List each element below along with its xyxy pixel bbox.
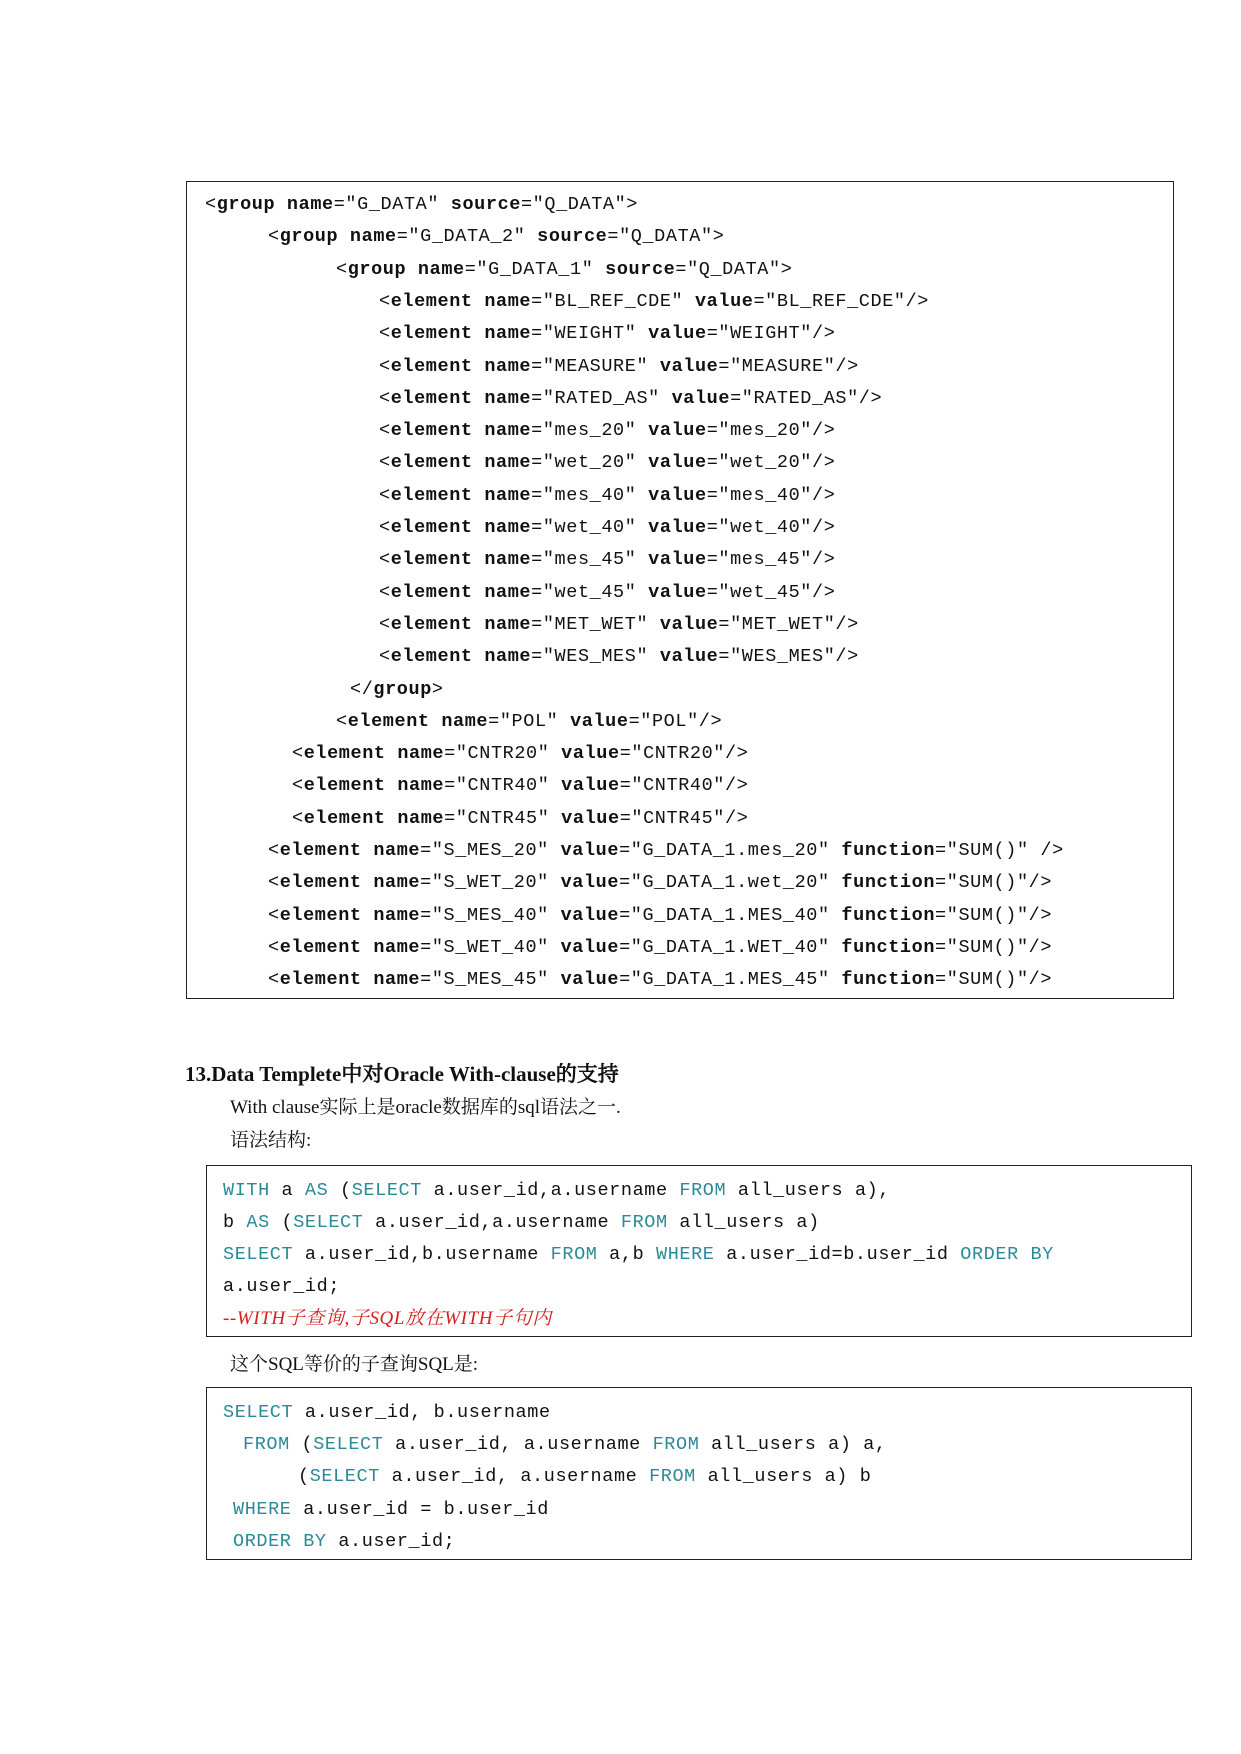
code-token: all_users a),: [726, 1180, 891, 1201]
code-token: function: [841, 840, 936, 861]
intro-text: With clause实际上是oracle数据库的sql语法之一.: [230, 1097, 621, 1118]
code-token: element: [279, 904, 362, 926]
code-token: value: [648, 420, 707, 442]
code-token: <: [379, 452, 391, 474]
code-token: a.user_id,b.username: [293, 1244, 551, 1265]
code-line: [379, 291, 929, 313]
code-token: value: [648, 323, 707, 345]
code-token: name: [397, 743, 445, 765]
code-token: element: [279, 969, 362, 991]
code-token: name: [484, 613, 532, 635]
code-token: function: [841, 969, 936, 991]
code-token: group: [373, 678, 432, 700]
code-token: a.user_id, a.username: [383, 1434, 653, 1456]
code-token: element: [303, 775, 386, 797]
code-line: [379, 356, 859, 378]
code-token: ="S_WET_40": [420, 936, 561, 958]
code-token: element: [390, 323, 473, 345]
code-token: <: [379, 613, 391, 635]
code-token: [473, 323, 485, 344]
code-token: <: [292, 743, 304, 765]
code-token: <: [268, 936, 280, 958]
code-token: value: [561, 807, 620, 829]
code-token: name: [484, 387, 532, 409]
code-token: a.user_id, b.username: [293, 1402, 551, 1423]
code-token: value: [659, 355, 719, 377]
code-token: value: [694, 290, 754, 312]
code-token: [473, 549, 485, 570]
code-token: ="POL"/>: [628, 710, 723, 732]
code-token: ="WES_MES"/>: [718, 646, 859, 668]
code-token: element: [390, 355, 473, 377]
code-line: [268, 226, 724, 248]
code-line: [268, 937, 1052, 959]
code-token: group: [279, 226, 339, 248]
code-token: a,b: [597, 1244, 656, 1265]
code-token: value: [648, 452, 707, 474]
code-token: [386, 808, 398, 829]
code-token: name: [373, 969, 421, 991]
code-token: ="BL_REF_CDE"/>: [753, 290, 930, 312]
code-token: ORDER BY: [960, 1244, 1054, 1265]
code-token: value: [648, 581, 707, 603]
code-token: value: [560, 872, 620, 894]
code-token: a.user_id,a.username: [421, 1180, 680, 1201]
code-token: <: [379, 549, 391, 571]
code-token: ="WES_MES": [531, 646, 660, 668]
code-token: ="G_DATA_1": [464, 258, 606, 280]
code-token: ="WEIGHT"/>: [706, 323, 836, 345]
code-token: b: [223, 1212, 247, 1233]
code-token: name: [484, 549, 532, 571]
code-token: [362, 969, 374, 990]
code-token: ="G_DATA_2": [396, 226, 538, 248]
code-token: WHERE: [656, 1244, 715, 1265]
code-token: [338, 226, 350, 247]
code-token: ="wet_40": [531, 517, 649, 538]
code-token: ="mes_45": [531, 549, 649, 571]
code-token: name: [484, 517, 532, 538]
code-token: ="CNTR20": [444, 743, 562, 765]
code-token: ="wet_20": [531, 452, 649, 474]
code-token: [473, 614, 485, 635]
code-token: <: [292, 775, 304, 797]
code-token: <: [268, 226, 280, 248]
code-token: <: [379, 646, 391, 668]
code-line: [336, 711, 722, 733]
code-line: [292, 775, 748, 797]
code-token: [473, 646, 485, 667]
code-line: [223, 1308, 552, 1331]
code-token: (: [328, 1180, 352, 1201]
code-token: SELECT: [309, 1466, 380, 1488]
code-line: [205, 194, 638, 216]
code-token: ="Q_DATA">: [675, 258, 793, 280]
code-token: [430, 711, 442, 732]
code-token: a.user_id = b.user_id: [291, 1498, 549, 1520]
code-token: ="RATED_AS": [531, 387, 672, 409]
code-token: function: [841, 872, 936, 894]
code-token: function: [841, 936, 936, 958]
code-token: FROM: [652, 1434, 700, 1456]
code-token: <: [205, 194, 217, 215]
syntax-label: 语法结构:: [230, 1130, 312, 1151]
subquery-sql-block: [206, 1387, 1192, 1560]
code-token: element: [390, 452, 473, 474]
code-line: [292, 743, 748, 765]
code-line: [379, 614, 859, 636]
code-token: source: [537, 226, 608, 248]
code-token: ="MET_WET": [531, 613, 660, 635]
code-token: [275, 194, 287, 215]
code-token: </: [350, 678, 374, 700]
code-token: <: [379, 484, 391, 506]
code-token: ="SUM()"/>: [935, 936, 1053, 958]
code-token: a.user_id, a.username: [379, 1466, 650, 1488]
code-token: ="SUM()"/>: [935, 872, 1053, 894]
code-token: FROM: [649, 1466, 696, 1488]
code-token: element: [390, 484, 473, 506]
xml-code-block: [186, 181, 1174, 999]
code-token: ="G_DATA_1.WET_40": [619, 936, 842, 958]
code-token: ORDER BY: [233, 1530, 327, 1552]
code-token: (: [289, 1434, 314, 1456]
code-token: name: [373, 840, 421, 861]
code-token: element: [279, 840, 362, 861]
code-line: [223, 1212, 820, 1234]
code-token: ="CNTR40"/>: [619, 775, 749, 797]
code-token: <: [379, 355, 391, 377]
code-token: group: [347, 258, 407, 280]
code-token: name: [349, 226, 397, 248]
code-line: [379, 549, 835, 571]
code-token: function: [841, 904, 936, 926]
code-token: ="G_DATA_1.mes_20": [619, 840, 842, 861]
code-token: ="mes_40"/>: [706, 484, 836, 506]
code-token: name: [484, 355, 532, 377]
code-token: ="mes_45"/>: [706, 549, 836, 571]
code-line: [268, 969, 1052, 991]
code-token: name: [373, 904, 421, 926]
code-token: FROM: [679, 1180, 727, 1201]
code-token: ="WEIGHT": [531, 323, 649, 345]
code-token: FROM: [243, 1434, 290, 1456]
code-token: [386, 775, 398, 796]
code-token: SELECT: [223, 1402, 294, 1423]
code-line: [298, 1466, 871, 1488]
code-token: element: [303, 743, 386, 765]
code-line: [268, 872, 1052, 894]
code-token: name: [373, 936, 421, 958]
code-token: <: [336, 710, 348, 732]
code-token: <: [379, 517, 391, 538]
code-line: [379, 420, 835, 442]
code-token: --WITH子查询,子SQL放在WITH子句内: [223, 1308, 552, 1329]
code-token: ="Q_DATA">: [607, 226, 725, 248]
code-token: name: [484, 581, 532, 603]
code-token: <: [379, 387, 391, 409]
code-token: ="G_DATA_1.MES_40": [619, 904, 842, 926]
code-token: [362, 840, 374, 861]
code-token: SELECT: [313, 1434, 384, 1456]
code-token: element: [347, 710, 430, 732]
code-token: ="S_MES_20": [420, 840, 561, 861]
code-token: [473, 388, 485, 409]
code-token: <: [379, 581, 391, 603]
code-token: (: [269, 1212, 294, 1233]
code-line: [379, 582, 835, 604]
code-token: <: [268, 904, 280, 926]
code-line: [233, 1531, 455, 1553]
code-token: <: [268, 969, 280, 991]
code-token: ="RATED_AS"/>: [730, 387, 883, 409]
code-token: ="S_MES_40": [420, 904, 561, 926]
code-token: value: [659, 646, 719, 668]
code-token: ="wet_45": [531, 581, 649, 603]
code-token: [362, 905, 374, 926]
code-token: element: [390, 581, 473, 603]
code-token: name: [484, 646, 532, 668]
code-line: [379, 323, 835, 345]
code-token: [473, 452, 485, 473]
code-token: ="mes_20": [531, 420, 649, 442]
code-token: name: [484, 452, 532, 474]
code-token: name: [484, 420, 532, 442]
code-token: a.user_id,a.username: [363, 1212, 621, 1233]
code-line: [379, 646, 859, 668]
code-line: [336, 259, 792, 281]
code-token: value: [659, 613, 719, 635]
code-token: ="CNTR45"/>: [619, 807, 749, 829]
code-token: ="MEASURE": [531, 355, 660, 377]
code-token: [406, 259, 418, 280]
code-token: name: [441, 710, 489, 732]
code-token: [362, 872, 374, 893]
code-token: ="SUM()" />: [935, 840, 1064, 861]
code-token: all_users a) a,: [699, 1434, 887, 1456]
code-line: [223, 1244, 1054, 1266]
code-token: <: [268, 840, 280, 861]
code-token: group: [216, 194, 276, 215]
code-token: ="G_DATA_1.wet_20": [619, 872, 842, 894]
code-token: name: [417, 258, 465, 280]
code-token: ="CNTR20"/>: [619, 743, 749, 765]
code-token: [362, 937, 374, 958]
code-token: value: [560, 969, 620, 991]
code-token: name: [484, 323, 532, 345]
with-clause-sql-block: [206, 1165, 1192, 1337]
code-token: ="BL_REF_CDE": [531, 290, 695, 312]
code-token: ="CNTR45": [444, 807, 562, 829]
code-token: ="G_DATA": [333, 194, 451, 215]
code-token: ="mes_40": [531, 484, 649, 506]
code-token: SELECT: [293, 1212, 364, 1233]
code-token: <: [268, 872, 280, 894]
code-line: [223, 1276, 340, 1298]
code-line: [379, 485, 835, 507]
code-token: value: [560, 936, 620, 958]
code-token: element: [390, 387, 473, 409]
code-token: a.user_id;: [223, 1276, 341, 1297]
code-line: [379, 388, 882, 410]
code-token: [473, 485, 485, 506]
code-line: [233, 1499, 549, 1521]
code-token: [473, 582, 485, 603]
code-token: ="POL": [488, 710, 571, 732]
code-token: WHERE: [233, 1498, 292, 1520]
code-line: [379, 517, 835, 539]
code-token: ="S_MES_45": [420, 969, 561, 991]
code-token: ="wet_40"/>: [706, 517, 836, 538]
equivalent-label: 这个SQL等价的子查询SQL是:: [230, 1354, 479, 1375]
code-token: name: [397, 775, 445, 797]
code-token: name: [373, 872, 421, 894]
code-token: <: [379, 323, 391, 345]
code-token: name: [286, 194, 334, 215]
code-token: element: [279, 936, 362, 958]
code-token: element: [279, 872, 362, 894]
code-token: element: [390, 290, 473, 312]
code-token: ="SUM()"/>: [935, 904, 1053, 926]
code-line: [292, 808, 748, 830]
code-token: [473, 517, 485, 538]
code-token: [473, 291, 485, 312]
code-token: ="CNTR40": [444, 775, 562, 797]
code-token: AS: [304, 1180, 329, 1201]
code-token: ="G_DATA_1.MES_45": [619, 969, 842, 991]
code-token: WITH: [223, 1180, 270, 1201]
code-token: (: [298, 1466, 310, 1488]
code-token: value: [570, 710, 629, 732]
code-token: SELECT: [351, 1180, 422, 1201]
code-token: value: [560, 904, 620, 926]
code-token: <: [379, 420, 391, 442]
code-token: <: [336, 258, 348, 280]
code-token: ="S_WET_20": [420, 872, 561, 894]
code-token: name: [397, 807, 445, 829]
code-token: AS: [246, 1212, 270, 1233]
code-token: ="Q_DATA">: [520, 194, 639, 215]
code-token: element: [303, 807, 386, 829]
code-token: all_users a) b: [695, 1466, 872, 1488]
code-token: SELECT: [223, 1244, 294, 1265]
code-line: [223, 1402, 551, 1424]
code-token: ="mes_20"/>: [706, 420, 836, 442]
code-line: [268, 905, 1052, 927]
code-token: FROM: [550, 1244, 598, 1265]
code-token: element: [390, 549, 473, 571]
code-token: [473, 420, 485, 441]
code-token: <: [379, 290, 391, 312]
code-token: value: [560, 840, 620, 861]
code-token: value: [561, 775, 620, 797]
code-token: ="MET_WET"/>: [718, 613, 859, 635]
code-line: [243, 1434, 887, 1456]
code-token: element: [390, 646, 473, 668]
code-token: ="wet_45"/>: [706, 581, 836, 603]
code-token: >: [431, 678, 444, 700]
code-token: value: [561, 743, 620, 765]
code-token: value: [671, 387, 731, 409]
code-token: a.user_id=b.user_id: [714, 1244, 961, 1265]
code-line: [223, 1180, 890, 1202]
code-token: element: [390, 420, 473, 442]
code-token: FROM: [620, 1212, 668, 1233]
code-token: ="SUM()"/>: [935, 969, 1053, 991]
code-token: <: [292, 807, 304, 829]
code-token: element: [390, 517, 473, 538]
code-token: [386, 743, 398, 764]
code-token: a.user_id;: [326, 1530, 456, 1552]
code-token: value: [648, 549, 707, 571]
code-line: [268, 840, 1064, 862]
code-token: [473, 356, 485, 377]
code-line: [379, 452, 835, 474]
code-token: all_users a): [667, 1212, 820, 1233]
code-token: name: [484, 290, 532, 312]
code-token: ="MEASURE"/>: [718, 355, 859, 377]
code-token: source: [450, 194, 521, 215]
code-token: value: [648, 484, 707, 506]
code-token: a: [269, 1180, 305, 1201]
code-line: [350, 679, 444, 701]
code-token: source: [605, 258, 676, 280]
code-token: ="wet_20"/>: [706, 452, 836, 474]
code-token: name: [484, 484, 532, 506]
code-token: element: [390, 613, 473, 635]
section-heading: 13.Data Templete中对Oracle With-clause的支持: [185, 1062, 619, 1086]
code-token: value: [648, 517, 707, 538]
